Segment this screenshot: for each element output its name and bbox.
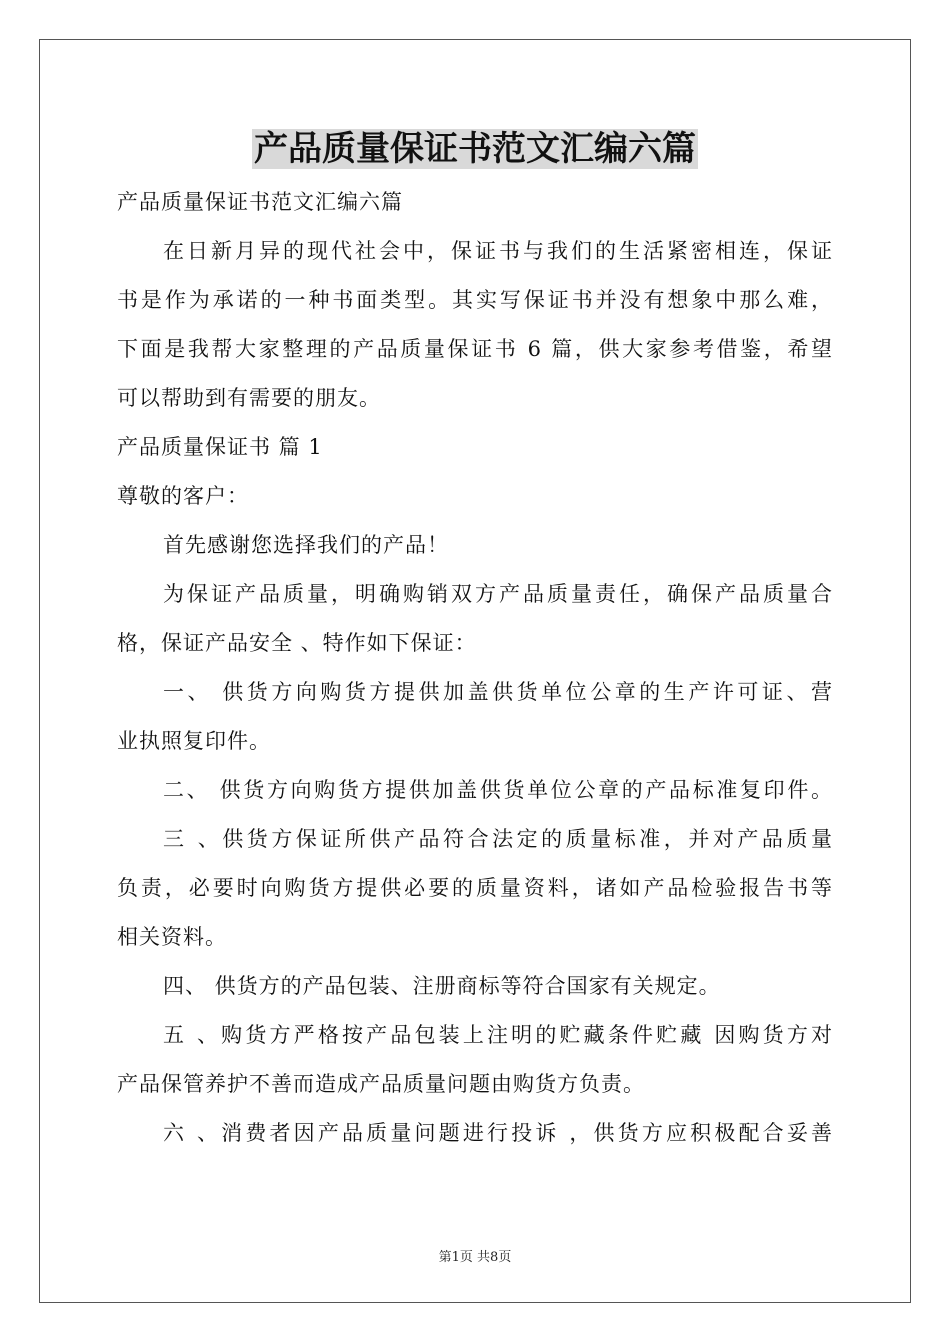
page-footer: 第1页 共8页 [438, 1250, 512, 1265]
text-line: 书是作为承诺的一种书面类型。其实写保证书并没有想象中那么难， [117, 288, 833, 312]
document-title-text: 产品质量保证书范文汇编六篇 [254, 129, 696, 169]
text-line: 五 、购货方严格按产品包装上注明的贮藏条件贮藏 因购货方对 [163, 1023, 833, 1047]
text-line: 六 、消费者因产品质量问题进行投诉 ，供货方应积极配合妥善 [163, 1121, 833, 1145]
text-line: 在日新月异的现代社会中，保证书与我们的生活紧密相连，保证 [163, 239, 833, 263]
text-line: 可以帮助到有需要的朋友。 [117, 386, 381, 410]
text-line: 三 、供货方保证所供产品符合法定的质量标准，并对产品质量 [163, 827, 833, 851]
text-line: 负责，必要时向购货方提供必要的质量资料，诸如产品检验报告书等 [117, 876, 833, 900]
text-line: 相关资料。 [117, 925, 227, 949]
text-line: 二、 供货方向购货方提供加盖供货单位公章的产品标准复印件。 [163, 778, 833, 802]
text-line: 产品质量保证书 篇 1 [117, 435, 323, 459]
text-line: 首先感谢您选择我们的产品！ [163, 533, 449, 557]
document-title [0, 126, 950, 172]
text-line: 为保证产品质量，明确购销双方产品质量责任，确保产品质量合 [163, 582, 833, 606]
document-body [117, 178, 833, 1158]
text-line: 一、 供货方向购货方提供加盖供货单位公章的生产许可证、营 [163, 680, 833, 704]
text-line: 产品质量保证书范文汇编六篇 [117, 190, 403, 214]
text-line: 下面是我帮大家整理的产品质量保证书 6 篇，供大家参考借鉴，希望 [117, 337, 833, 361]
text-line: 尊敬的客户： [117, 484, 249, 508]
text-line: 四、 供货方的产品包装、注册商标等符合国家有关规定。 [163, 974, 721, 998]
text-line: 格，保证产品安全 、特作如下保证： [117, 631, 477, 655]
text-line: 业执照复印件。 [117, 729, 271, 753]
text-line: 产品保管养护不善而造成产品质量问题由购货方负责。 [117, 1072, 645, 1096]
